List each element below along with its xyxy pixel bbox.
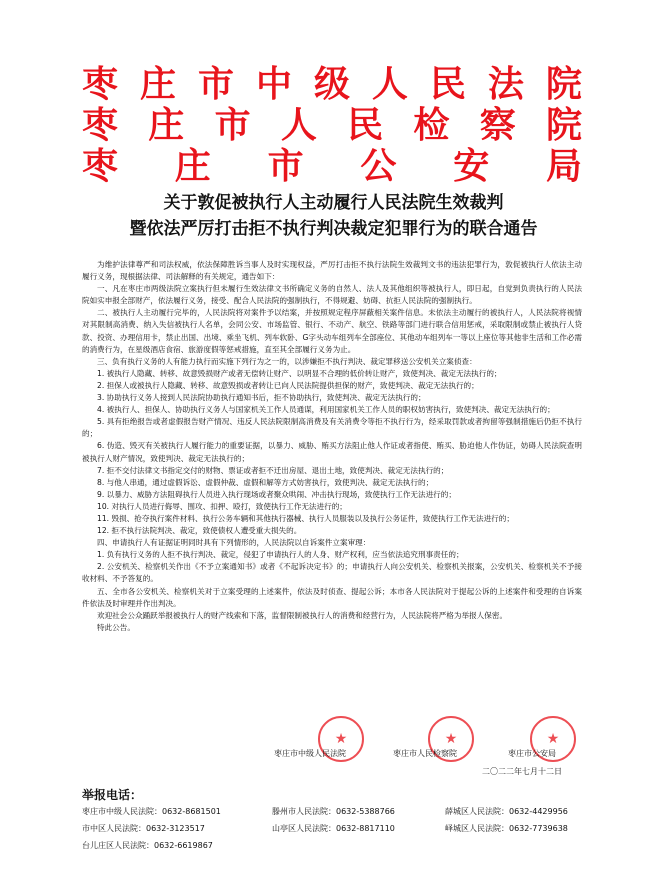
- header-char: 法: [487, 63, 524, 105]
- header-char: 级: [313, 63, 350, 105]
- police-seal-icon: ★: [530, 716, 576, 762]
- notice-paragraph: 为维护法律尊严和司法权威，依法保障胜诉当事人及时实现权益，严厉打击拒不执行法院生效裁判文书的违法犯罪行为，敦促被执行人依法主动履行义务，现根据法律、司法解释的有关规定，通告如下：: [82, 260, 582, 282]
- hotline-entry: 滕州市人民法院：0632-5388766: [272, 807, 395, 816]
- header-char: 安: [453, 145, 490, 187]
- header-char: 枣: [82, 63, 119, 105]
- header-char: 院: [545, 104, 582, 146]
- notice-paragraph: 12. 拒不执行法院判决、裁定，致使债权人遭受重大损失的。: [97, 526, 302, 536]
- header-police: [82, 145, 582, 187]
- notice-paragraph: 2. 担保人或被执行人隐藏、转移、故意毁损或者转让已向人民法院提供担保的财产，致使判决、裁定无法执行的；: [97, 380, 479, 390]
- header-char: 市: [214, 104, 251, 146]
- hotline-entry: 山亭区人民法院：0632-8817110: [272, 824, 395, 833]
- notice-paragraph: 1. 被执行人隐藏、转移、故意毁损财产或者无偿转让财产、以明显不合理的低价转让财产，致使判决、裁定无法执行的；: [97, 368, 502, 378]
- notice-title-line2: 暨依法严厉打击拒不执行判决裁定犯罪行为的联合通告: [129, 219, 538, 239]
- signature-court: 枣庄市中级人民法院: [274, 749, 346, 758]
- notice-paragraph: 2. 公安机关、检察机关作出《不予立案通知书》或者《不起诉决定书》的；申请执行人向公安机关、检察机关报案，公安机关、检察机关不予接收材料、不予答复的。: [82, 562, 582, 584]
- notice-paragraph: 二、被执行人主动履行完毕的，人民法院将对案件予以结案，并按照规定程序屏蔽相关案件信息。未依法主动履行的被执行人，人民法院将视情对其限制高消费、纳入失信被执行人名单，会同公安、市场监管、银行、不动产、航空、铁路等部门进行联合信用惩戒，采取限制或禁止被执行人贷款、投资、办理信用卡，禁止出国、出境、乘坐飞机、列车软卧、G字头动车组列车全部座位、其他动车组列车一等以上座位等其他非生活和工作必需的消费行为，在星级酒店食宿、旅游度假等惩戒措施，直至其全部履行义务为止。: [82, 308, 582, 354]
- notice-body: [82, 259, 582, 634]
- header-char: 中: [255, 63, 292, 105]
- notice-title-line1: 关于敦促被执行人主动履行人民法院生效裁判: [163, 193, 504, 213]
- header-char: 市: [197, 63, 234, 105]
- header-char: 公: [360, 145, 397, 187]
- header-char: 庄: [139, 63, 176, 105]
- notice-paragraph: 5. 具有拒绝报告或者虚假报告财产情况、违反人民法院限制高消费及有关消费令等拒不执行行为，经采取罚款或者拘留等强制措施后仍拒不执行的；: [82, 417, 582, 439]
- header-char: 人: [371, 63, 408, 105]
- notice-paragraph: 10. 对执行人员进行侮辱、围攻、扣押、殴打，致使执行工作无法进行的；: [97, 501, 347, 511]
- header-procuratorate: [82, 104, 582, 146]
- header-char: 庄: [174, 145, 211, 187]
- notice-paragraph: 三、负有执行义务的人有能力执行而实施下列行为之一的，以涉嫌拒不执行判决、裁定罪移送公安机关立案侦查：: [97, 356, 477, 366]
- signature-procuratorate: 枣庄市人民检察院: [393, 749, 457, 758]
- notice-paragraph: 4. 被执行人、担保人、协助执行义务人与国家机关工作人员通谋，利用国家机关工作人员的职权妨害执行，致使判决、裁定无法执行的；: [97, 405, 555, 415]
- header-char: 庄: [148, 104, 185, 146]
- notice-paragraph: 四、申请执行人有证据证明同时具有下列情形的，人民法院以自诉案件立案审理：: [97, 538, 371, 548]
- hotline-entry: 市中区人民法院：0632-3123517: [82, 824, 205, 833]
- notice-paragraph: 6. 伪造、毁灭有关被执行人履行能力的重要证据，以暴力、威胁、贿买方法阻止他人作证或者指使、贿买、胁迫他人作伪证，妨碍人民法院查明被执行人财产情况，致使判决、裁定无法执行的；: [82, 441, 582, 463]
- notice-paragraph: 3. 协助执行义务人接到人民法院协助执行通知书后，拒不协助执行，致使判决、裁定无法执行的；: [97, 393, 426, 403]
- header-char: 枣: [82, 104, 119, 146]
- notice-paragraph: 9. 以暴力、威胁方法阻碍执行人员进入执行现场或者聚众哄闹、冲击执行现场，致使执行工作无法进行的；: [97, 489, 456, 499]
- header-court: [82, 63, 582, 105]
- header-char: 检: [413, 104, 450, 146]
- notice-paragraph: 五、全市各公安机关、检察机关对于立案受理的上述案件，依法及时侦查、提起公诉；本市各人民法院对于提起公诉的上述案件和受理的自诉案件依法及时审理并作出判决。: [82, 586, 582, 608]
- hotline-entry: 台儿庄区人民法院：0632-6619867: [82, 841, 213, 850]
- header-char: 民: [347, 104, 384, 146]
- court-seal-icon: ★: [318, 716, 364, 762]
- header-char: 人: [280, 104, 317, 146]
- hotline-entry: 峄城区人民法院：0632-7739638: [445, 824, 568, 833]
- hotline-entry: 薛城区人民法院：0632-4429956: [445, 807, 568, 816]
- notice-paragraph: 一、凡在枣庄市两级法院立案执行但未履行生效法律文书所确定义务的自然人、法人及其他组织等被执行人，即日起，自觉到负责执行的人民法院如实申报全部财产，依法履行义务，接受、配合人民法院的强制执行，不得规避、妨碍、抗拒人民法院的强制执行。: [82, 284, 582, 306]
- header-char: 市: [267, 145, 304, 187]
- header-char: 局: [545, 145, 582, 187]
- hotline-entry: 枣庄市中级人民法院：0632-8681501: [82, 807, 221, 816]
- notice-paragraph: 11. 毁损、抢夺执行案件材料、执行公务车辆和其他执行器械、执行人员服装以及执行公务证件，致使执行工作无法进行的；: [97, 513, 514, 523]
- notice-paragraph: 欢迎社会公众踊跃举报被执行人的财产线索和下落，监督限制被执行人的消费和经营行为，人民法院将严格为举报人保密。: [97, 610, 508, 620]
- header-char: 院: [545, 63, 582, 105]
- header-char: 察: [479, 104, 516, 146]
- notice-date: 二〇二二年七月十二日: [482, 767, 562, 776]
- header-char: 民: [429, 63, 466, 105]
- notice-paragraph: 7. 拒不交付法律文书指定交付的财物、票证或者拒不迁出房屋、退出土地，致使判决、裁定无法执行的；: [97, 465, 449, 475]
- hotline-title: 举报电话：: [82, 788, 143, 802]
- notice-paragraph: 1. 负有执行义务的人拒不执行判决、裁定，侵犯了申请执行人的人身、财产权利，应当依法追究刑事责任的；: [97, 550, 464, 560]
- notice-paragraph: 8. 与他人串通，通过虚假诉讼、虚假仲裁、虚假和解等方式妨害执行，致使判决、裁定无法执行的；: [97, 477, 434, 487]
- signature-police: 枣庄市公安局: [508, 749, 556, 758]
- procuratorate-seal-icon: ★: [428, 716, 474, 762]
- header-char: 枣: [82, 145, 119, 187]
- notice-paragraph: 特此公告。: [97, 622, 135, 632]
